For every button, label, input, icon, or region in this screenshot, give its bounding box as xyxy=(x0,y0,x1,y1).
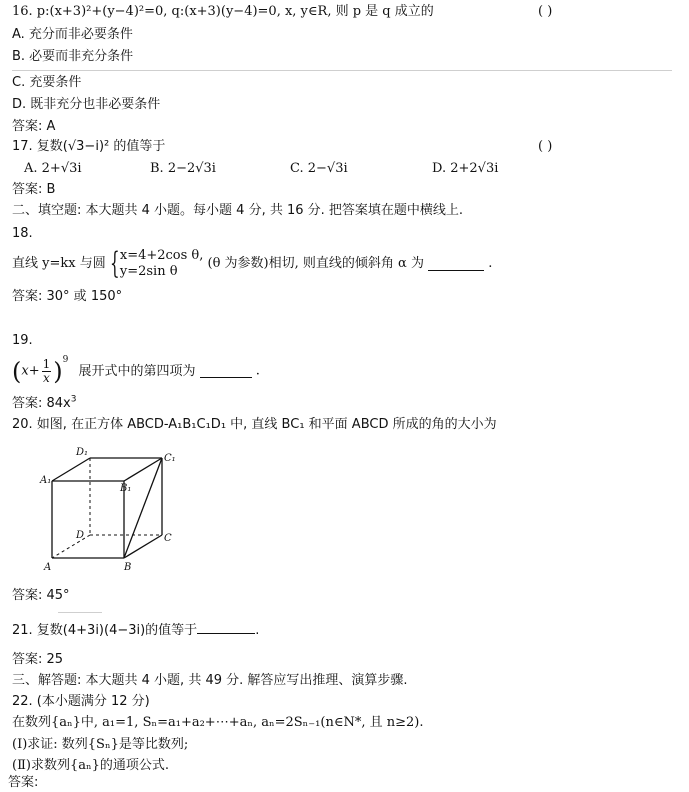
q17-option-c: C. 2−√3i xyxy=(290,161,348,176)
faint-rule xyxy=(12,70,672,71)
q22-part2: (Ⅱ)求数列{aₙ}的通项公式. xyxy=(12,758,170,773)
q21-blank[interactable] xyxy=(197,621,255,634)
q20-stem: 20. 如图, 在正方体 ABCD-A₁B₁C₁D₁ 中, 直线 BC₁ 和平面 ABCD 所成的角的大小为 xyxy=(12,417,497,432)
q16-stem: 16. p:(x+3)²+(y−4)²=0, q:(x+3)(y−4)=0, x, y∈R, 则 p 是 q 成立的 xyxy=(12,4,434,19)
q16-option-b: B. 必要而非充分条件 xyxy=(12,49,134,64)
label-b1: B₁ xyxy=(120,483,132,494)
section2-heading: 二、填空题: 本大题共 4 小题。每小题 4 分, 共 16 分. 把答案填在题中横线上. xyxy=(12,203,464,218)
q19-open-paren: ( xyxy=(12,357,22,386)
label-a1: A₁ xyxy=(40,475,52,486)
diagonal-bc1 xyxy=(124,458,162,558)
q18-stem xyxy=(12,248,492,284)
q16-option-d: D. 既非充分也非必要条件 xyxy=(12,97,161,112)
q19-fraction xyxy=(42,358,52,385)
q21-end: . xyxy=(255,623,260,638)
q18-eq1: x=4+2cos θ, xyxy=(119,248,204,263)
q18-prefix: 直线 y=kx 与圆 xyxy=(12,256,106,271)
q19-exponent: 9 xyxy=(62,355,69,365)
q19-frac-num: 1 xyxy=(42,357,51,371)
q19-answer xyxy=(12,396,76,412)
edge-a1d1 xyxy=(52,458,90,481)
q22-part1: (Ⅰ)求证: 数列{Sₙ}是等比数列; xyxy=(12,737,189,752)
q19-blank[interactable] xyxy=(200,365,252,378)
q19-frac-den: x xyxy=(43,371,50,385)
q18-equation-system xyxy=(110,248,204,280)
faint-short-rule xyxy=(58,612,102,613)
label-b: B xyxy=(124,562,132,573)
q16-answer-paren: ( ) xyxy=(538,4,553,19)
edge-b1c1 xyxy=(124,458,162,481)
q18-answer: 答案: 30° 或 150° xyxy=(12,289,123,304)
label-c: C xyxy=(164,533,172,544)
q21-stem xyxy=(12,621,259,639)
q18-end: . xyxy=(488,256,493,271)
q22-answer: 答案: xyxy=(8,775,39,790)
label-d1: D₁ xyxy=(76,447,89,458)
q21-text: 21. 复数(4+3i)(4−3i)的值等于 xyxy=(12,623,198,638)
q18-suffix: (θ 为参数)相切, 则直线的倾斜角 α 为 xyxy=(207,256,424,271)
q19-stem xyxy=(12,355,260,392)
q18-eq2: y=2sin θ xyxy=(119,264,178,279)
q19-number: 19. xyxy=(12,333,33,348)
q18-number: 18. xyxy=(12,226,33,241)
q18-brace: { xyxy=(109,246,120,281)
section3-heading: 三、解答题: 本大题共 4 小题, 共 49 分. 解答应写出推理、演算步骤. xyxy=(12,673,408,688)
q20-answer: 答案: 45° xyxy=(12,588,70,603)
q17-answer-paren: ( ) xyxy=(538,139,553,154)
q22-title: 22. (本小题满分 12 分) xyxy=(12,694,150,709)
label-d: D xyxy=(76,530,85,541)
q19-answer-prefix: 答案: 84x xyxy=(12,396,71,411)
q16-option-c: C. 充要条件 xyxy=(12,75,82,90)
q17-option-d: D. 2+2√3i xyxy=(432,161,499,176)
q19-answer-exponent: 3 xyxy=(70,394,77,405)
q17-stem: 17. 复数(√3−i)² 的值等于 xyxy=(12,139,166,154)
q17-option-b: B. 2−2√3i xyxy=(150,161,216,176)
label-c1: C₁ xyxy=(164,453,176,464)
q16-option-a: A. 充分而非必要条件 xyxy=(12,27,133,42)
q16-answer: 答案: A xyxy=(12,119,56,134)
q19-end: . xyxy=(255,363,260,379)
q19-suffix: 展开式中的第四项为 xyxy=(78,363,196,379)
q19-base: x+ xyxy=(21,363,40,379)
hidden-edge-da xyxy=(52,535,90,558)
cube-figure xyxy=(38,446,188,574)
q22-stem: 在数列{aₙ}中, a₁=1, Sₙ=a₁+a₂+⋯+aₙ, aₙ=2Sₙ₋₁(n∈N*, 且 n≥2). xyxy=(12,715,424,730)
label-a: A xyxy=(44,562,52,573)
q17-option-a: A. 2+√3i xyxy=(24,161,82,176)
q21-answer: 答案: 25 xyxy=(12,652,64,667)
edge-bc xyxy=(124,535,162,558)
q18-blank[interactable] xyxy=(428,258,484,271)
q17-answer: 答案: B xyxy=(12,182,56,197)
q19-close-paren: ) xyxy=(53,357,63,386)
